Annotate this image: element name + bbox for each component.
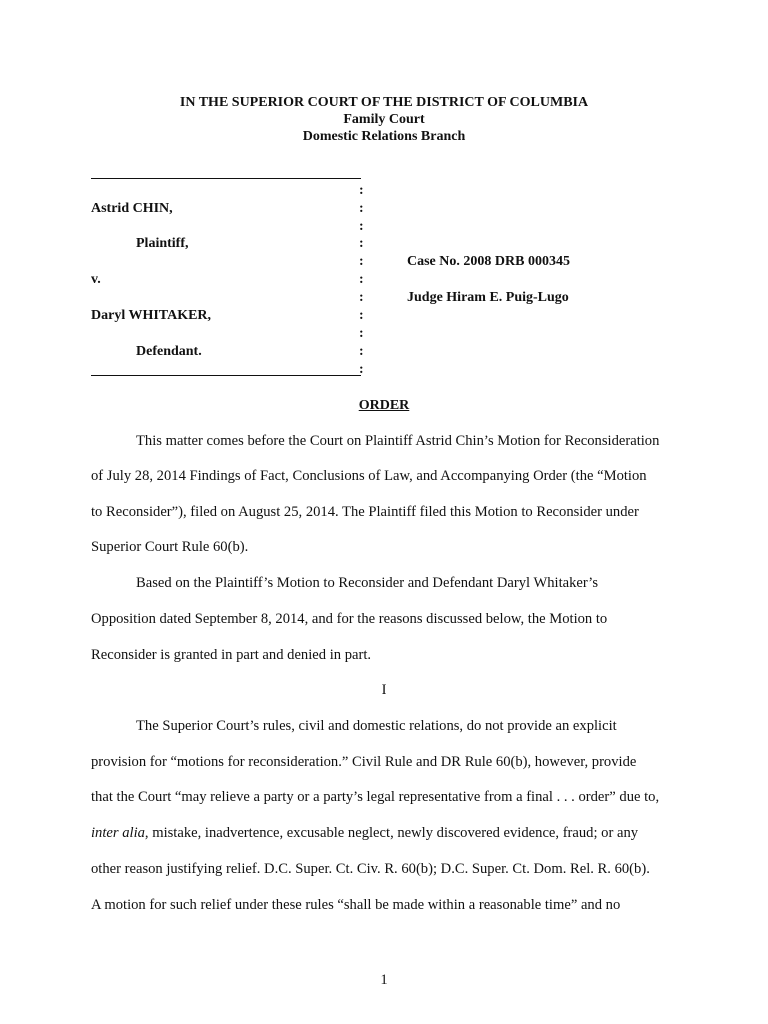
caption-colon: :: [359, 183, 364, 198]
judge-name: Judge Hiram E. Puig-Lugo: [407, 290, 569, 305]
paragraph-line: that the Court “may relieve a party or a party’s legal representative from a final . . . order” due to,: [91, 789, 660, 805]
paragraph-line: Reconsider is granted in part and denied in part.: [91, 647, 372, 663]
caption-colon: :: [359, 362, 364, 377]
paragraph-line: Superior Court Rule 60(b).: [91, 539, 249, 555]
page-number: 1: [380, 972, 388, 988]
branch-heading: Domestic Relations Branch: [302, 129, 466, 144]
caption-colon: :: [359, 254, 364, 269]
order-title-text: ORDER: [358, 398, 410, 413]
paragraph-line: Opposition dated September 8, 2014, and for the reasons discussed below, the Motion to: [91, 611, 608, 627]
case-number: Case No. 2008 DRB 000345: [407, 254, 570, 269]
caption-colon: :: [359, 290, 364, 305]
caption-colon: :: [359, 308, 364, 323]
paragraph-line: to Reconsider”), filed on August 25, 2014. The Plaintiff filed this Motion to Reconsider under: [91, 504, 639, 520]
caption-colon: :: [359, 344, 364, 359]
paragraph-line: [91, 824, 638, 842]
paragraph-line: of July 28, 2014 Findings of Fact, Conclusions of Law, and Accompanying Order (the “Motion: [91, 468, 647, 484]
caption-colon: :: [359, 201, 364, 216]
paragraph-line: The Superior Court’s rules, civil and domestic relations, do not provide an explicit: [136, 718, 617, 734]
court-heading: IN THE SUPERIOR COURT OF THE DISTRICT OF COLUMBIA: [179, 95, 589, 110]
defendant-name: Daryl WHITAKER,: [91, 308, 212, 323]
division-heading: Family Court: [343, 112, 425, 127]
paragraph-line: Based on the Plaintiff’s Motion to Reconsider and Defendant Daryl Whitaker’s: [136, 575, 599, 591]
versus: v.: [91, 272, 101, 287]
caption-colon: :: [359, 219, 364, 234]
latin-phrase: inter alia: [91, 825, 145, 841]
plaintiff-role: Plaintiff,: [136, 236, 189, 251]
paragraph-line: other reason justifying relief. D.C. Super. Ct. Civ. R. 60(b); D.C. Super. Ct. Dom. Rel. R. 60(b).: [91, 861, 650, 877]
caption-top-rule: [91, 178, 361, 179]
section-numeral: I: [381, 682, 387, 698]
paragraph-line-rest: , mistake, inadvertence, excusable neglect, newly discovered evidence, fraud; or any: [144, 825, 639, 841]
caption-bottom-rule: [91, 375, 361, 376]
defendant-role: Defendant.: [136, 344, 202, 359]
caption-colon: :: [359, 236, 364, 251]
paragraph-line: This matter comes before the Court on Plaintiff Astrid Chin’s Motion for Reconsideration: [136, 433, 660, 449]
caption-colon: :: [359, 326, 364, 341]
paragraph-line: provision for “motions for reconsideration.” Civil Rule and DR Rule 60(b), however, provide: [91, 754, 637, 770]
caption-colon: :: [359, 272, 364, 287]
paragraph-line: A motion for such relief under these rules “shall be made within a reasonable time” and no: [91, 897, 621, 913]
order-title: [0, 397, 768, 415]
plaintiff-name: Astrid CHIN,: [91, 201, 173, 216]
